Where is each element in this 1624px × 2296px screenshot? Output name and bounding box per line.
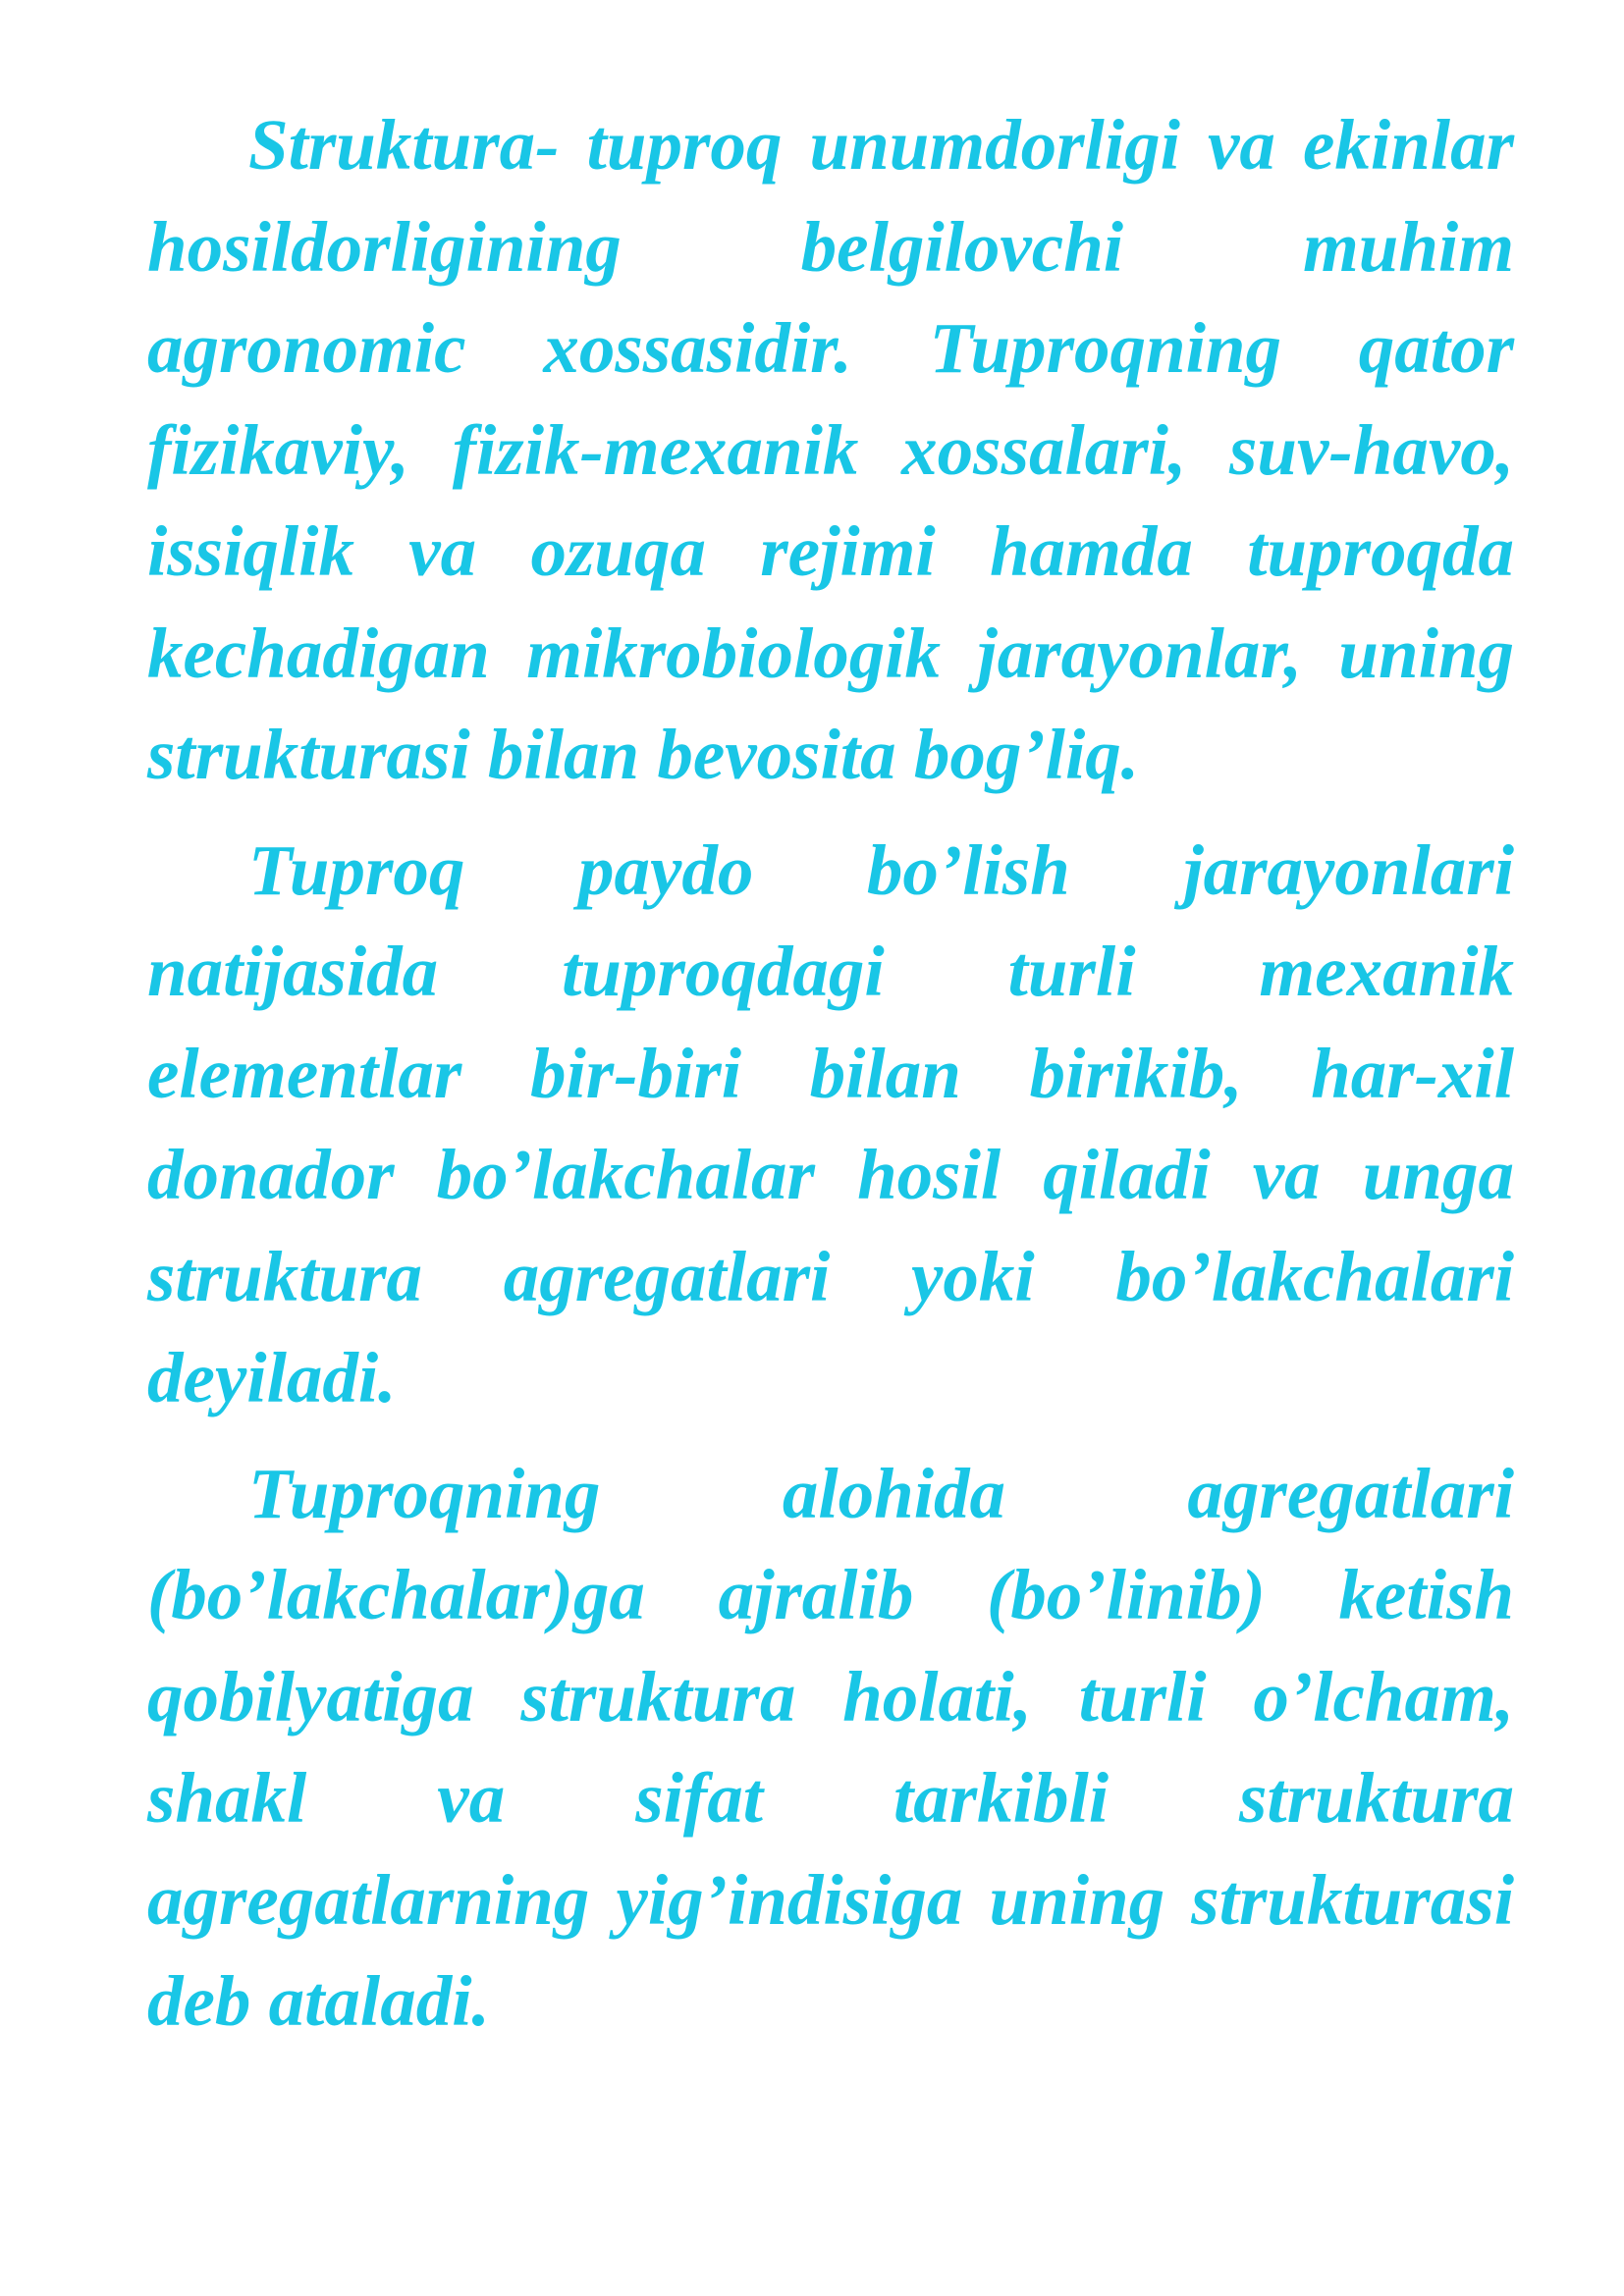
paragraph-structure-state: Tuproqning alohida agregatlari (bo’lakchalar)ga ajralib (bo’linib) ketish qobilyatiga struktura holati, turli o’lcham, shakl va sifat tarkibli struktura agregatlarning yig’indisiga uning strukturasi deb ataladi.	[147, 1453, 1514, 2041]
document-body	[147, 94, 1514, 2053]
paragraph-structure-definition: Struktura- tuproq unumdorligi va ekinlar hosildorligining belgilovchi muhim agronomic xossasidir. Tuproqning qator fizikaviy, fizik-mexanik xossalari, suv-havo, issiqlik va ozuqa rejimi hamda tuproqda kechadigan mikrobiologik jarayonlar, uning strukturasi bilan bevosita bog’liq.	[147, 105, 1514, 794]
paragraph-aggregates-formation: Tuproq paydo bo’lish jarayonlari natijasida tuproqdagi turli mexanik elementlar bir-biri bilan birikib, har-xil donador bo’lakchalar hosil qiladi va unga struktura agregatlari yoki bo’lakchalari deyiladi.	[147, 829, 1514, 1417]
